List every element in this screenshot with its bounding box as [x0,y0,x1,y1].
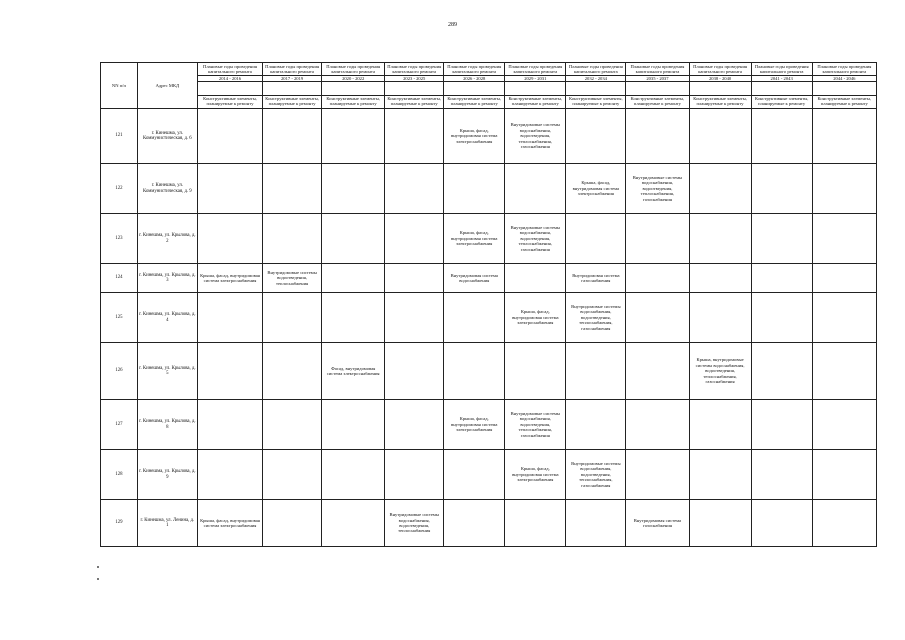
repair-cell [689,214,751,264]
repair-cell [626,293,689,343]
repair-cell [385,109,444,164]
scan-speck [97,578,99,580]
repair-cell [751,264,812,293]
repair-cell [385,214,444,264]
repair-cell [689,264,751,293]
repair-cell [444,293,505,343]
repair-cell: Внутридомовые системы водоснабжения, водоотведения, теплоснабжения, газоснабжения [505,214,566,264]
period-header: Плановые годы проведения капитального ремонта 2038 - 2040 [689,63,751,96]
repair-cell: Крыша, фасад, внутридомовая система электроснабжения [444,214,505,264]
repair-cell [566,343,626,400]
repair-cell [263,400,322,450]
repair-cell [812,214,876,264]
header-subrow [101,96,877,109]
repair-cell [689,500,751,547]
row-address: г. Кинешма, ул. Ленина, д. 1 [137,500,197,547]
table-row [101,109,877,164]
repair-cell [197,343,262,400]
row-number: 125 [101,293,138,343]
period-header: Плановые годы проведения капитального ремонта 2041 - 2043 [751,63,812,96]
repair-cell [263,500,322,547]
repair-cell: Внутридомовые системы водоснабжения, водоотведения, теплоснабжения, газоснабжения [626,164,689,214]
repair-cell [751,164,812,214]
repair-cell: Внутридомовые системы водоснабжения, водоотведения, теплоснабжения, газоснабжения [505,109,566,164]
period-header: Плановые годы проведения капитального ремонта 2044 - 2046 [812,63,876,96]
row-address: г. Кинешма, ул. Крылова, д. 4 [137,293,197,343]
column-header-address: Адрес МКД [137,63,197,109]
repair-cell [197,400,262,450]
repair-cell [689,164,751,214]
repair-cell [751,214,812,264]
page-number: 289 [448,22,457,28]
repair-cell [322,450,385,500]
elements-header: Конструктивные элементы, планируемые к ремонту [444,96,505,109]
repair-cell [626,264,689,293]
repair-cell [263,214,322,264]
repair-cell [444,164,505,214]
table-row [101,500,877,547]
repair-cell [263,293,322,343]
period-header: Плановые годы проведения капитального ремонта 2017 - 2019 [263,63,322,96]
repair-cell [385,293,444,343]
row-address: г. Кинешма, ул. Крылова, д. 8 [137,400,197,450]
repair-cell [385,343,444,400]
row-address: г. Кинешма, ул. Коммунистическая, д. 6 [137,109,197,164]
repair-cell [751,109,812,164]
repair-cell [197,450,262,500]
repair-cell [505,164,566,214]
repair-schedule-table [100,62,877,547]
repair-cell [322,109,385,164]
elements-header: Конструктивные элементы, планируемые к ремонту [566,96,626,109]
repair-cell [444,500,505,547]
repair-cell [566,214,626,264]
repair-cell [751,293,812,343]
repair-cell: Крыша, фасад, внутридомовая система электроснабжения [197,264,262,293]
row-number: 123 [101,214,138,264]
repair-cell [812,293,876,343]
repair-cell [505,500,566,547]
repair-cell [505,264,566,293]
repair-cell: Крыша, фасад, внутридомовая система электроснабжения [566,164,626,214]
period-header: Плановые годы проведения капитального ремонта 2026 - 2028 [444,63,505,96]
table-row [101,450,877,500]
row-address: г. Кинешма, ул. Крылова, д. 5 [137,343,197,400]
repair-cell: Фасад, внутридомовая система электроснабжения [322,343,385,400]
elements-header: Конструктивные элементы, планируемые к ремонту [322,96,385,109]
repair-cell [812,500,876,547]
repair-cell: Крыша, внутридомовые системы водоснабжения, водоотведения, теплоснабжения, газоснабжения [689,343,751,400]
row-address: г. Кинешма, ул. Крылова, д. 3 [137,264,197,293]
row-number: 128 [101,450,138,500]
repair-cell [626,400,689,450]
repair-cell: Внутридомовые системы водоснабжения, водоотведения, теплоснабжения, газоснабжения [566,293,626,343]
elements-header: Конструктивные элементы, планируемые к ремонту [812,96,876,109]
elements-header: Конструктивные элементы, планируемые к ремонту [626,96,689,109]
period-header: Плановые годы проведения капитального ремонта 2029 - 2031 [505,63,566,96]
repair-cell [197,214,262,264]
repair-cell [322,400,385,450]
row-address: г. Кинешма, ул. Крылова, д. 2 [137,214,197,264]
row-number: 126 [101,343,138,400]
repair-cell [322,293,385,343]
repair-cell [689,109,751,164]
repair-cell [322,214,385,264]
repair-cell [812,264,876,293]
repair-cell [385,450,444,500]
table-row [101,214,877,264]
repair-cell [505,343,566,400]
repair-cell: Внутридомовые системы водоснабжения, водоотведения, теплоснабжения, газоснабжения [566,450,626,500]
scan-speck [97,566,99,568]
repair-cell [263,450,322,500]
repair-cell [322,500,385,547]
repair-cell [812,164,876,214]
repair-cell [626,109,689,164]
elements-header: Конструктивные элементы, планируемые к ремонту [385,96,444,109]
row-number: 129 [101,500,138,547]
repair-cell [751,450,812,500]
repair-cell [263,343,322,400]
repair-cell [444,343,505,400]
row-address: г. Кинешма, ул. Крылова, д. 9 [137,450,197,500]
period-header: Плановые годы проведения капитального ремонта 2032 - 2034 [566,63,626,96]
table-row [101,164,877,214]
repair-cell [812,450,876,500]
repair-cell [689,400,751,450]
repair-cell: Внутридомовые системы водоснабжения, водоотведения, теплоснабжения, газоснабжения [505,400,566,450]
repair-cell: Крыша, фасад, внутридомовая система электроснабжения [197,500,262,547]
row-number: 122 [101,164,138,214]
repair-cell [385,400,444,450]
elements-header: Конструктивные элементы, планируемые к ремонту [689,96,751,109]
elements-header: Конструктивные элементы, планируемые к ремонту [751,96,812,109]
row-address: г. Кинешма, ул. Коммунистическая, д. 9 [137,164,197,214]
repair-cell [385,164,444,214]
repair-cell [566,109,626,164]
repair-cell [812,400,876,450]
row-number: 121 [101,109,138,164]
repair-cell: Крыша, фасад, внутридомовая система электроснабжения [444,400,505,450]
repair-cell [751,400,812,450]
repair-cell [197,164,262,214]
repair-cell [626,343,689,400]
table-body [101,109,877,547]
elements-header: Конструктивные элементы, планируемые к ремонту [197,96,262,109]
row-number: 124 [101,264,138,293]
repair-cell [263,109,322,164]
repair-cell [626,214,689,264]
repair-cell [263,164,322,214]
repair-cell [626,450,689,500]
repair-cell [751,343,812,400]
period-header: Плановые годы проведения капитального ремонта 2020 - 2022 [322,63,385,96]
repair-cell [197,293,262,343]
repair-cell: Крыша, фасад, внутридомовая система электроснабжения [505,293,566,343]
repair-cell: Крыша, фасад, внутридомовая система электроснабжения [444,109,505,164]
period-header: Плановые годы проведения капитального ремонта 2035 - 2037 [626,63,689,96]
row-number: 127 [101,400,138,450]
repair-cell [385,264,444,293]
repair-cell [689,293,751,343]
repair-cell [197,109,262,164]
period-header: Плановые годы проведения капитального ремонта 2014 - 2016 [197,63,262,96]
repair-cell [322,164,385,214]
header-row [101,63,877,96]
repair-cell: Внутридомовые системы водоснабжения, водоотведения, теплоснабжения [385,500,444,547]
repair-cell: Крыша, фасад, внутридомовая система электроснабжения [505,450,566,500]
repair-cell [689,450,751,500]
repair-cell: Внутридомовая система газоснабжения [566,264,626,293]
table-row [101,264,877,293]
repair-cell [751,500,812,547]
repair-cell [322,264,385,293]
repair-cell [812,109,876,164]
repair-cell [566,500,626,547]
table-row [101,400,877,450]
repair-cell: Внутридомовая система водоснабжения [444,264,505,293]
repair-cell [444,450,505,500]
repair-cell: Внутридомовая система газоснабжения [626,500,689,547]
elements-header: Конструктивные элементы, планируемые к ремонту [505,96,566,109]
repair-cell [566,400,626,450]
period-header: Плановые годы проведения капитального ремонта 2023 - 2025 [385,63,444,96]
elements-header: Конструктивные элементы, планируемые к ремонту [263,96,322,109]
table-row [101,343,877,400]
repair-cell [812,343,876,400]
table-row [101,293,877,343]
repair-cell: Внутридомовые системы водоотведения, теплоснабжения [263,264,322,293]
column-header-number: NN п/п [101,63,138,109]
